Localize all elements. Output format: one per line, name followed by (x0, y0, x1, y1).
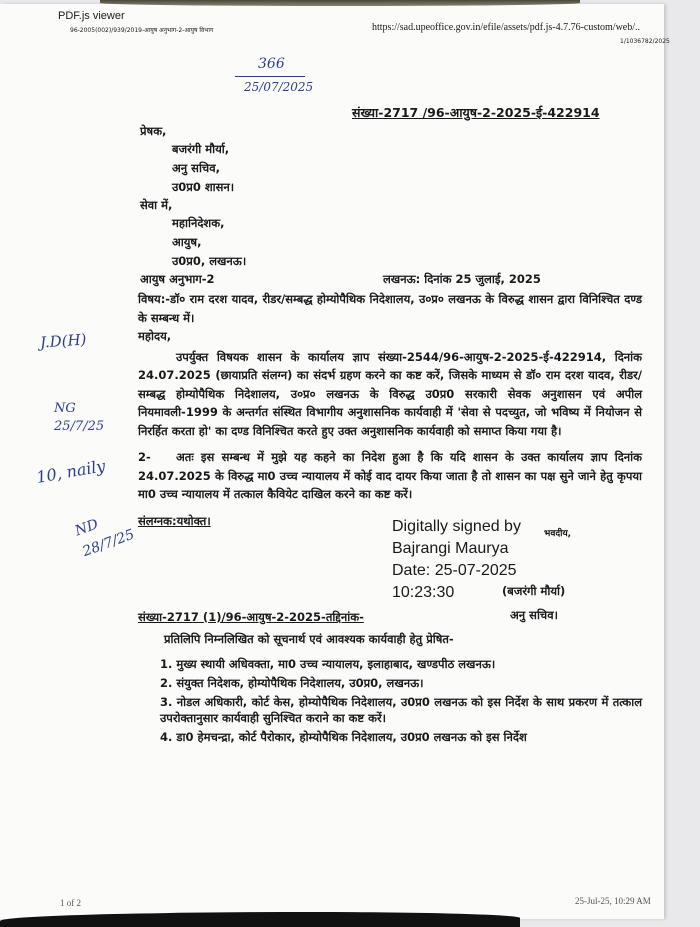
to-label: सेवा में, (140, 198, 173, 212)
copy-intro: प्रतिलिपि निम्नलिखित को सूचनार्थ एवं आवश्यक कार्यवाही हेतु प्रेषित- (164, 631, 454, 646)
paragraph-2: अतः इस सम्बन्ध में मुझे यह कहने का निदेश हुआ है कि यदि शासन के उक्त कार्यालय ज्ञाप दिनांक 24.07.2025 के विरुद्ध मा0 उच्च न्यायालय में कोई वाद दायर किया जाता है तो शासन का पक्ष सुने जाने हेतु कृपया मा0 उच्च न्यायालय में तत्काल कैवियेट दाखिल करने का कष्ट करें। (138, 450, 642, 501)
receipt-number: 366 (258, 56, 285, 72)
copy-list-item: 1. मुख्य स्थायी अधिवक्ता, मा0 उच्च न्यायालय, इलाहाबाद, खण्डपीठ लखनऊ। (160, 657, 496, 671)
digital-signature-line: Date: 25-07-2025 (392, 561, 517, 579)
copy-list-item: 4. डा0 हेमचन्द्रा, कोर्ट पैरोकार, होम्योपैथिक निदेशालय, उ0प्र0 लखनऊ को इस निर्देश (160, 730, 527, 744)
viewer-title: PDF.js viewer (58, 10, 125, 22)
signatory-designation: अनु सचिव। (510, 607, 558, 622)
section-name: आयुष अनुभाग-2 (140, 272, 215, 286)
margin-note: 10, naily (34, 456, 107, 487)
page-indicator: 1 of 2 (60, 898, 81, 908)
copy-list-item: 2. संयुक्त निदेशक, होम्योपैथिक निदेशालय, उ0प्र0, लखनऊ। (160, 676, 424, 690)
receipt-date: 25/07/2025 (244, 80, 314, 94)
margin-note: ND 28/7/25 (72, 516, 137, 561)
print-timestamp: 25-Jul-25, 10:29 AM (575, 896, 651, 906)
letter-body (138, 290, 642, 745)
paragraph-2-number: 2- (138, 450, 151, 464)
to-line: महानिदेशक, (172, 216, 225, 230)
file-reference: 96-2005(002)/939/2019-आयुष अनुभाग-2-आयुष विभाग (70, 27, 214, 34)
reference-number: संख्या-2717 /96-आयुष-2-2025-ई-422914 (352, 105, 600, 120)
paragraph-1: उपर्युक्त विषयक शासन के कार्यालय ज्ञाप संख्या-2544/96-आयुष-2-2025-ई-422914, दिनांक 24.07.2025 (छायाप्रति संलग्न) का संदर्भ ग्रहण करने का कष्ट करें, जिसके माध्यम से डॉ० राम दरश यादव, रीडर/सम्बद्ध होम्योपैथिक निदेशालय, उ०प्र० लखनऊ के विरुद्ध उ0प्र0 सरकारी सेवक अनुशासन एवं अपील नियमावली-1999 के अन्तर्गत संस्थित विभागीय अनुशासनिक कार्यवाही में 'सेवा से पदच्युत, जो भविष्य में नियोजन से निरर्हित करता हो' का दण्ड विनिश्चित करते हुए उक्त अनुशासनिक कार्यवाही को समाप्त किया गया है। (138, 349, 642, 438)
photo-shadow (100, 0, 580, 6)
from-line: बजरंगी मौर्या, (172, 142, 230, 156)
closing: भवदीय, (544, 528, 572, 539)
digital-signature-line: Bajrangi Maurya (392, 539, 509, 557)
to-line: आयुष, (172, 235, 202, 249)
margin-note: NG 25/7/25 (54, 401, 105, 434)
margin-note: J.D(H) (39, 330, 88, 352)
from-label: प्रेषक, (140, 124, 167, 138)
digital-signature-line: 10:23:30 (392, 583, 455, 601)
viewer-url[interactable]: https://sad.upeoffice.gov.in/efile/assets/pdf.js-4.7.76-custom/web/.. (372, 22, 641, 33)
photo-shadow (0, 912, 520, 927)
enclosure: संलग्नक:यथोक्त। (138, 513, 211, 528)
document-id: 1/1036782/2025 (620, 38, 670, 45)
from-line: अनु सचिव, (172, 161, 220, 175)
salutation: महोदय, (138, 329, 172, 343)
copy-list (138, 656, 642, 745)
signature-block (138, 508, 642, 608)
designation-row (138, 608, 642, 626)
from-line: उ0प्र0 शासन। (172, 180, 235, 194)
subject: विषय:-डॉ० राम दरश यादव, रीडर/सम्बद्ध होम्योपैथिक निदेशालय, उ०प्र० लखनऊ के विरुद्ध शासन द्वारा विनिश्चित दण्ड के सम्बन्ध में। (138, 292, 642, 325)
copy-list-item: 3. नोडल अधिकारी, कोर्ट केस, होम्योपैथिक निदेशालय, उ0प्र0 लखनऊ को इस निर्देश के साथ प्रकरण में तत्काल उपरोक्तानुसार कार्यवाही सुनिश्चित कराने का कष्ट करें। (160, 695, 642, 725)
paragraph-2-block (138, 448, 642, 504)
to-line: उ0प्र0, लखनऊ। (172, 254, 247, 268)
signatory-name: (बजरंगी मौर्या) (502, 583, 566, 598)
copy-reference: संख्या-2717 (1)/96-आयुष-2-2025-तद्दिनांक- (138, 609, 364, 624)
letter-date: लखनऊ: दिनांक 25 जुलाई, 2025 (383, 272, 541, 286)
digital-signature-line: Digitally signed by (392, 517, 521, 535)
receipt-divider (235, 76, 305, 77)
